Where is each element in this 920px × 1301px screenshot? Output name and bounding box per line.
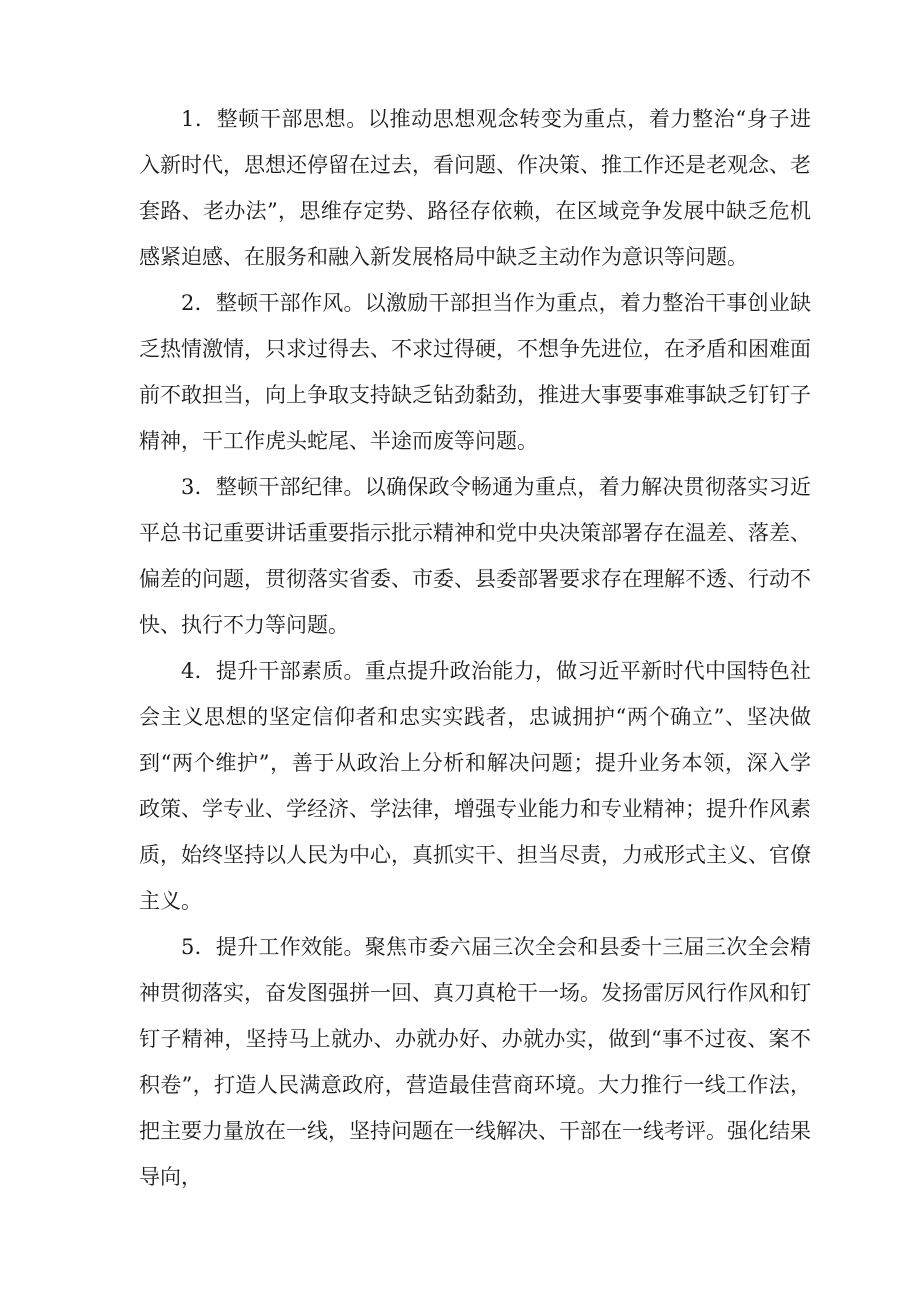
paragraph-2: 2．整顿干部作风。以激励干部担当作为重点，着力整治干事创业缺乏热情激情，只求过得去、不求过得硬，不想争先进位，在矛盾和困难面前不敢担当，向上争取支持缺乏钻劲黏劲，推进大事要事难事缺乏钉钉子精神，干工作虎头蛇尾、半途而废等问题。 — [139, 291, 811, 453]
paragraph-4: 4．提升干部素质。重点提升政治能力，做习近平新时代中国特色社会主义思想的坚定信仰者和忠实实践者，忠诚拥护“两个确立”、坚决做到“两个维护”，善于从政治上分析和解决问题；提升业务本领，深入学政策、学专业、学经济、学法律，增强专业能力和专业精神；提升作风素质，始终坚持以人民为中心，真抓实干、担当尽责，力戒形式主义、官僚主义。 — [139, 659, 811, 913]
document-body — [139, 96, 811, 1200]
paragraph-5: 5．提升工作效能。聚焦市委六届三次全会和县委十三届三次全会精神贯彻落实，奋发图强拼一回、真刀真枪干一场。发扬雷厉风行作风和钉钉子精神，坚持马上就办、办就办好、办就办实，做到“事不过夜、案不积卷”，打造人民满意政府，营造最佳营商环境。大力推行一线工作法，把主要力量放在一线，坚持问题在一线解决、干部在一线考评。强化结果导向， — [139, 935, 811, 1189]
paragraph-1: 1．整顿干部思想。以推动思想观念转变为重点，着力整治“身子进入新时代，思想还停留在过去，看问题、作决策、推工作还是老观念、老套路、老办法”，思维存定势、路径存依赖，在区域竞争发展中缺乏危机感紧迫感、在服务和融入新发展格局中缺乏主动作为意识等问题。 — [139, 107, 811, 269]
paragraph-3: 3．整顿干部纪律。以确保政令畅通为重点，着力解决贯彻落实习近平总书记重要讲话重要指示批示精神和党中央决策部署存在温差、落差、偏差的问题，贯彻落实省委、市委、县委部署要求存在理解不透、行动不快、执行不力等问题。 — [139, 475, 811, 637]
